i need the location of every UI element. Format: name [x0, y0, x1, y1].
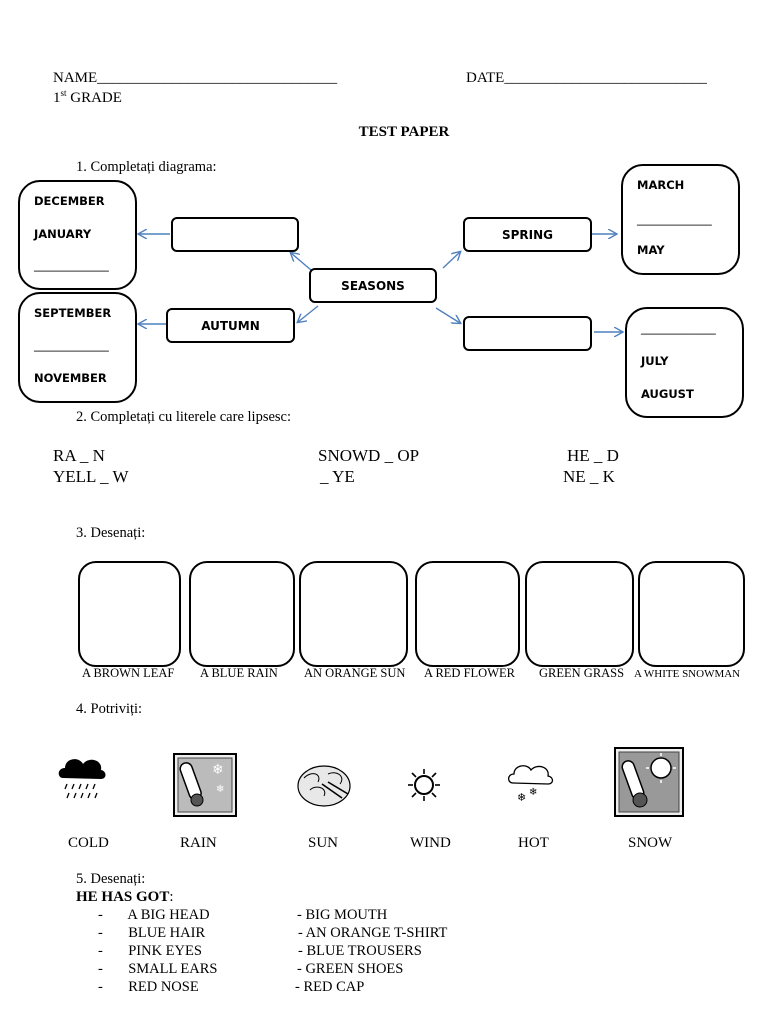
drawing-box[interactable] — [189, 561, 295, 667]
month-label: JULY — [641, 354, 669, 368]
month-label: MAY — [637, 243, 665, 257]
list-item: - BLUE HAIR — [98, 925, 206, 941]
q1-prompt: 1. Completați diagrama: — [76, 159, 217, 175]
list-item: - BIG MOUTH — [297, 907, 388, 923]
drawing-caption: A BLUE RAIN — [200, 666, 278, 680]
arrow-to-summer — [436, 308, 460, 323]
page-title: TEST PAPER — [358, 124, 450, 140]
arrow-to-spring — [443, 252, 460, 268]
month-label: SEPTEMBER — [34, 306, 112, 320]
summer-months-box — [625, 307, 744, 418]
hot-thermometer-icon — [613, 746, 685, 818]
match-word: RAIN — [180, 835, 217, 851]
q4-prompt: 4. Potriviți: — [76, 701, 143, 717]
match-word: HOT — [518, 835, 549, 851]
list-item: - SMALL EARS — [98, 961, 218, 977]
missing-letter-word: YELL _ W — [53, 467, 129, 486]
missing-letter-word: HE _ D — [567, 446, 619, 465]
list-item: - PINK EYES — [98, 943, 202, 959]
svg-text:❄: ❄ — [517, 791, 527, 804]
list-item: - BLUE TROUSERS — [298, 943, 422, 959]
svg-text:❄: ❄ — [529, 787, 538, 798]
match-word: WIND — [410, 835, 451, 851]
q5-heading-colon: : — [169, 889, 174, 905]
list-item: - RED CAP — [295, 979, 365, 995]
month-blank[interactable]: _____________ — [641, 321, 716, 335]
match-word: SNOW — [628, 835, 673, 851]
arrow-to-autumn — [298, 306, 318, 322]
arrow-to-winter — [291, 253, 311, 270]
date-field[interactable]: DATE___________________________ — [466, 70, 707, 86]
month-label: DECEMBER — [34, 194, 105, 208]
list-item: - RED NOSE — [98, 979, 199, 995]
spring-months-box — [621, 164, 740, 275]
drawing-box[interactable] — [525, 561, 634, 667]
q5-prompt: 5. Desenați: — [76, 871, 146, 887]
rain-cloud-icon — [55, 752, 109, 806]
svg-text:❄: ❄ — [212, 762, 224, 778]
summer-blank-box[interactable] — [463, 316, 592, 351]
month-label: MARCH — [637, 178, 685, 192]
list-item: - GREEN SHOES — [297, 961, 404, 977]
drawing-caption: AN ORANGE SUN — [304, 666, 406, 680]
month-label: JANUARY — [34, 227, 92, 241]
drawing-box[interactable] — [638, 561, 745, 667]
missing-letter-word: RA _ N — [53, 446, 105, 465]
autumn-box: AUTUMN — [166, 308, 295, 343]
sun-icon — [406, 767, 442, 803]
q5-heading-text: HE HAS GOT — [76, 889, 170, 905]
svg-text:❄: ❄ — [216, 784, 225, 795]
autumn-months-box — [18, 292, 137, 403]
spring-box: SPRING — [463, 217, 592, 252]
grade-suffix: st — [60, 88, 67, 98]
list-item: - A BIG HEAD — [98, 907, 210, 923]
match-word: SUN — [308, 835, 339, 851]
drawing-caption: GREEN GRASS — [539, 666, 625, 680]
drawing-caption: A RED FLOWER — [424, 666, 515, 680]
grade-text: GRADE — [66, 90, 122, 106]
cold-thermometer-icon — [172, 752, 238, 818]
drawing-caption: A WHITE SNOWMAN — [634, 668, 741, 680]
month-label: AUGUST — [641, 387, 694, 401]
name-field[interactable]: NAME________________________________ — [53, 70, 338, 86]
missing-letter-word: NE _ K — [563, 467, 615, 486]
seasons-center-box: SEASONS — [309, 268, 437, 303]
snow-cloud-icon — [505, 757, 555, 805]
missing-letter-word: _ YE — [320, 467, 355, 486]
drawing-box[interactable] — [415, 561, 520, 667]
match-word: COLD — [68, 835, 109, 851]
grade-number: 1 — [53, 90, 61, 106]
month-blank[interactable]: _____________ — [34, 338, 109, 352]
winter-blank-box[interactable] — [171, 217, 299, 252]
q3-prompt: 3. Desenați: — [76, 525, 146, 541]
drawing-caption: A BROWN LEAF — [82, 666, 175, 680]
winter-months-box — [18, 180, 137, 290]
missing-letter-word: SNOWD _ OP — [318, 446, 420, 465]
month-blank[interactable]: _____________ — [34, 258, 109, 272]
wind-icon — [294, 760, 358, 812]
list-item: - AN ORANGE T-SHIRT — [298, 925, 448, 941]
drawing-box[interactable] — [78, 561, 181, 667]
drawing-box[interactable] — [299, 561, 408, 667]
month-blank[interactable]: _____________ — [637, 212, 712, 226]
q5-heading — [76, 889, 174, 906]
q2-prompt: 2. Completați cu literele care lipsesc: — [76, 409, 292, 425]
month-label: NOVEMBER — [34, 371, 107, 385]
